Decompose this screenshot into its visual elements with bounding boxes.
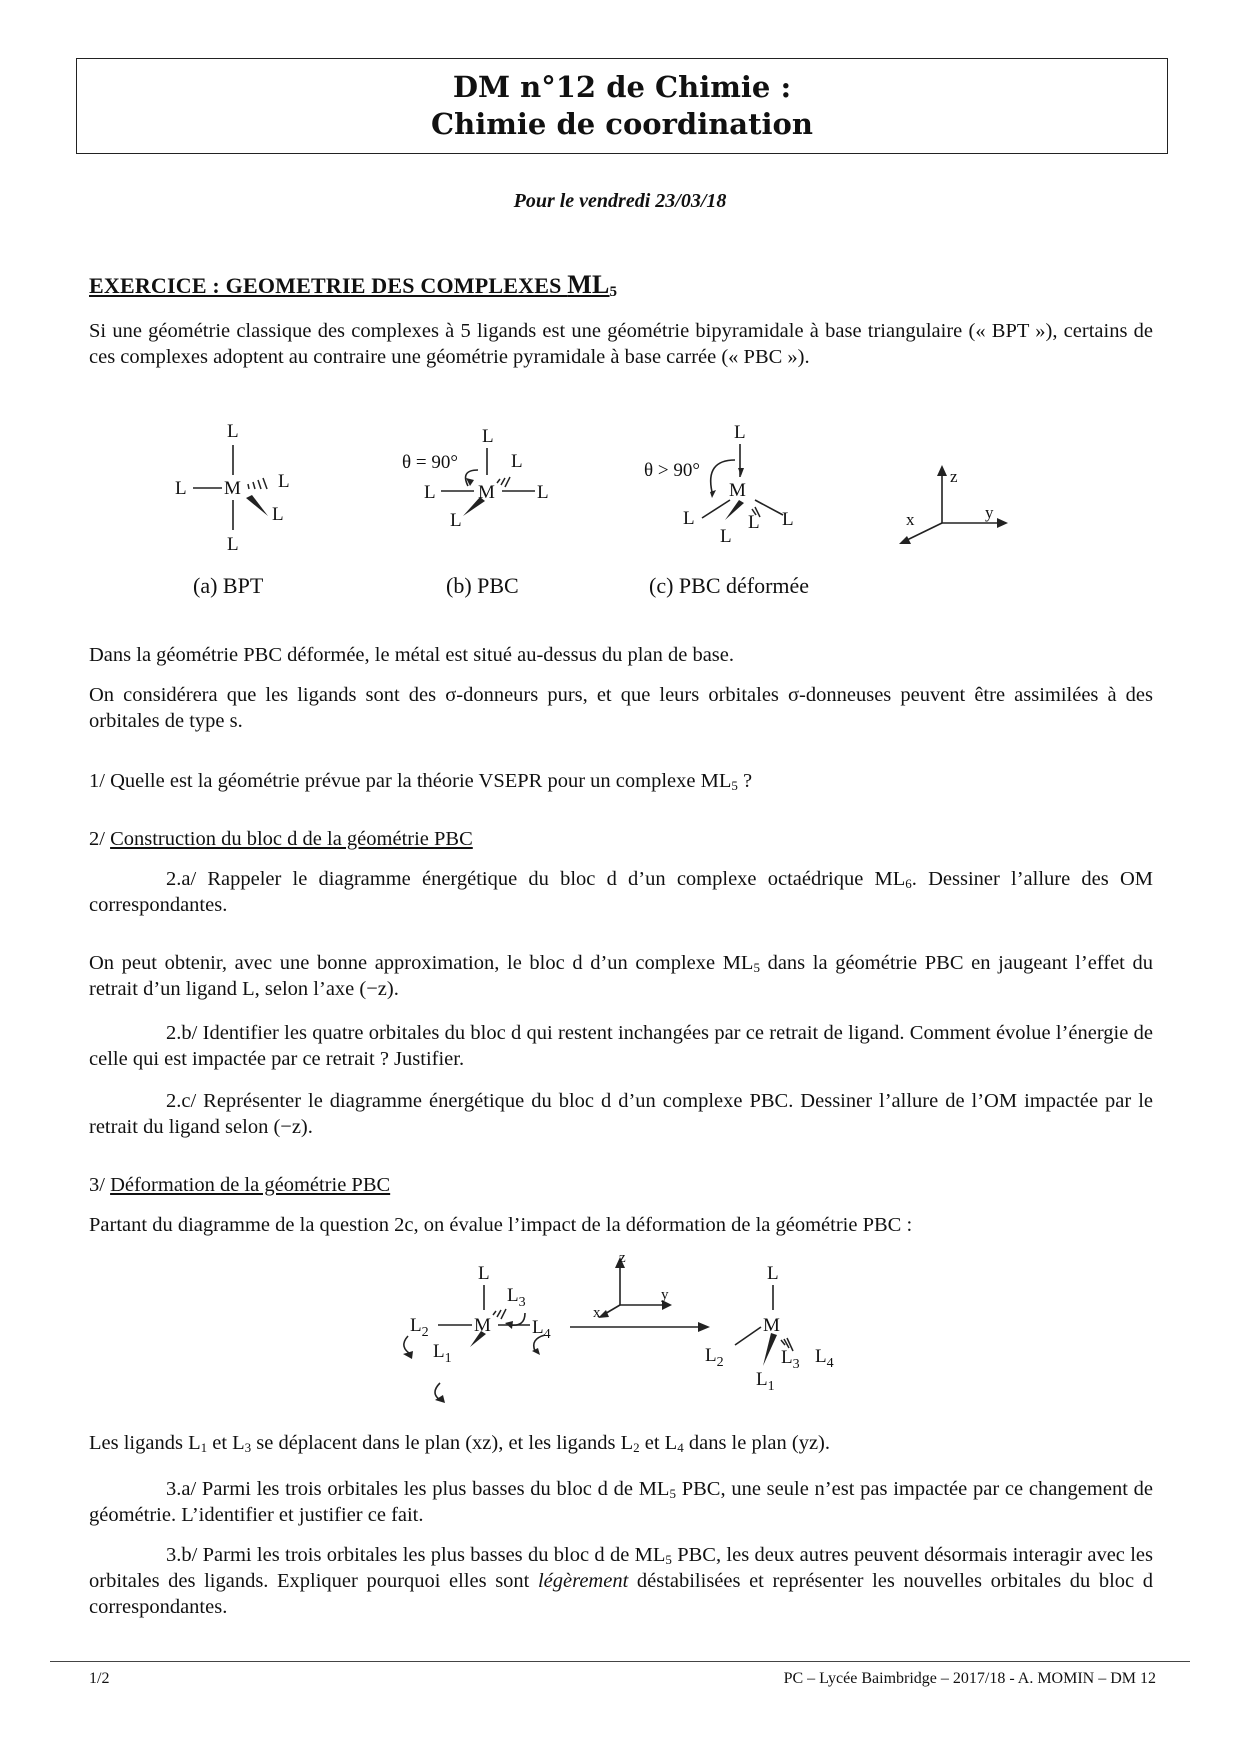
svg-text:L: L (720, 526, 732, 547)
svg-text:L3: $L_3$ (507, 1285, 526, 1310)
svg-text:L: L (683, 508, 695, 529)
svg-text:L2: $L_2$ (705, 1345, 724, 1370)
footer-course: PC – Lycée Baimbridge – 2017/18 - A. MOMIN – DM 12 (783, 1670, 1156, 1687)
due-date: Pour le vendredi 23/03/18 (513, 190, 727, 212)
question-2-title: 2/ Construction du bloc d de la géométrie PBC (89, 828, 473, 850)
exercise-title-sub: 5 (609, 284, 618, 300)
svg-text:M: M (474, 1315, 491, 1336)
caption-a: (a) BPT (193, 573, 264, 598)
angle-label-b: θ = 90° (402, 452, 458, 473)
para-deformed: Dans la géométrie PBC déformée, le métal est situé au-dessus du plan de base. (89, 644, 734, 666)
question-3-intro: Partant du diagramme de la question 2c, on évalue l’impact de la déformation de la géométrie PBC : (89, 1214, 913, 1236)
exercise-title-prefix: EXERCICE : GEOMETRIE DES COMPLEXES (89, 273, 568, 298)
svg-text:L: L (227, 534, 239, 555)
ligand-moves: Les ligands $L_1$ et $L_3$ se déplacent dans le plan (xz), et les ligands $L_2$ et $L_4$ dans le plan (yz). (89, 1432, 831, 1455)
title-line-2: Chimie de coordination (431, 107, 813, 141)
question-3-title: 3/ Déformation de la géométrie PBC (89, 1174, 391, 1196)
svg-text:L: L (175, 478, 187, 499)
question-2c: 2.c/ Représenter le diagramme énergétique du bloc d d’un complexe PBC. Dessiner l’allure de l’OM impactée par le retrait du ligand selon (−z). (89, 1090, 1153, 1138)
svg-text:M: M (224, 478, 241, 499)
svg-text:L: L (748, 512, 760, 533)
svg-text:L4: $L_4$ (532, 1317, 551, 1342)
axis-x-label: x (906, 510, 915, 529)
angle-label-c: θ > 90° (644, 460, 700, 481)
svg-text:L: L (782, 509, 794, 530)
axis-y-label: y (985, 503, 994, 522)
svg-text:L: L (511, 451, 523, 472)
svg-text:L: L (450, 510, 462, 531)
question-2a: 2.a/ Rappeler le diagramme énergétique du bloc d d’un complexe octaédrique $ML_6$. Dessiner l’allure des OM correspondantes. (89, 868, 1153, 916)
question-3b: 3.b/ Parmi les trois orbitales les plus basses du bloc d de $ML_5$ PBC, les deux autres peuvent désormais interagir avec les orbitales des ligands. Expliquer pourquoi elles sont légèrement déstabilisées et représenter les nouvelles orbitales du bloc d correspondantes. (89, 1544, 1153, 1618)
exercise-title-formula: ML (567, 270, 610, 299)
exercise-title (89, 270, 617, 300)
question-3a: 3.a/ Parmi les trois orbitales les plus basses du bloc d de $ML_5$ PBC, une seule n’est pas impactée par ce changement de géométrie. L’identifier et justifier ce fait. (89, 1478, 1153, 1526)
svg-text:M: M (763, 1315, 780, 1336)
deformation-figure (0, 1255, 1240, 1410)
question-2b: 2.b/ Identifier les quatre orbitales du bloc d qui restent inchangées par ce retrait de ligand. Comment évolue l’énergie de celle qui est impactée par ce retrait ? Justifier. (89, 1022, 1153, 1070)
footer-page: 1/2 (89, 1670, 110, 1687)
svg-text:L: L (424, 482, 436, 503)
para-ligands: On considérera que les ligands sont des σ-donneurs purs, et que leurs orbitales σ-donneuses peuvent être assimilées à des orbitales de type s. (89, 684, 1153, 732)
svg-text:L: L (478, 1263, 490, 1284)
svg-text:y: y (661, 1287, 669, 1303)
svg-text:L: L (227, 421, 239, 442)
title-line-1: DM n°12 de Chimie : (452, 70, 792, 104)
svg-text:L: L (272, 504, 284, 525)
svg-text:x: x (593, 1305, 601, 1321)
svg-text:M: M (729, 480, 746, 501)
svg-text:L: L (734, 422, 746, 443)
caption-c: (c) PBC déformée (649, 573, 810, 598)
svg-text:L1: $L_1$ (756, 1369, 775, 1394)
svg-text:z: z (619, 1255, 626, 1266)
geometry-figure (0, 420, 1240, 610)
svg-text:L4: $L_4$ (815, 1346, 834, 1371)
question-2-approx: On peut obtenir, avec une bonne approximation, le bloc d d’un complexe $ML_5$ dans la géométrie PBC en jaugeant l’effet du retrait d’un ligand L, selon l’axe (−z). (89, 952, 1153, 1000)
footer-divider (50, 1661, 1190, 1662)
svg-text:L: L (767, 1263, 779, 1284)
svg-text:L1: $L_1$ (433, 1341, 452, 1366)
svg-text:L3: $L_3$ (781, 1347, 800, 1372)
axis-z-label: z (950, 467, 958, 486)
title-box (76, 58, 1168, 154)
svg-text:L: L (482, 426, 494, 447)
intro-paragraph: Si une géométrie classique des complexes à 5 ligands est une géométrie bipyramidale à base triangulaire (« BPT »), certains de ces complexes adoptent au contraire une géométrie pyramidale à base carrée (« PBC »). (89, 320, 1153, 368)
caption-b: (b) PBC (446, 573, 519, 598)
svg-text:L: L (537, 482, 549, 503)
question-1: 1/ Quelle est la géométrie prévue par la théorie VSEPR pour un complexe $ML_5$ ? (89, 770, 753, 793)
svg-text:M: M (478, 482, 495, 503)
svg-text:L: L (278, 471, 290, 492)
svg-text:L2: $L_2$ (410, 1315, 429, 1340)
